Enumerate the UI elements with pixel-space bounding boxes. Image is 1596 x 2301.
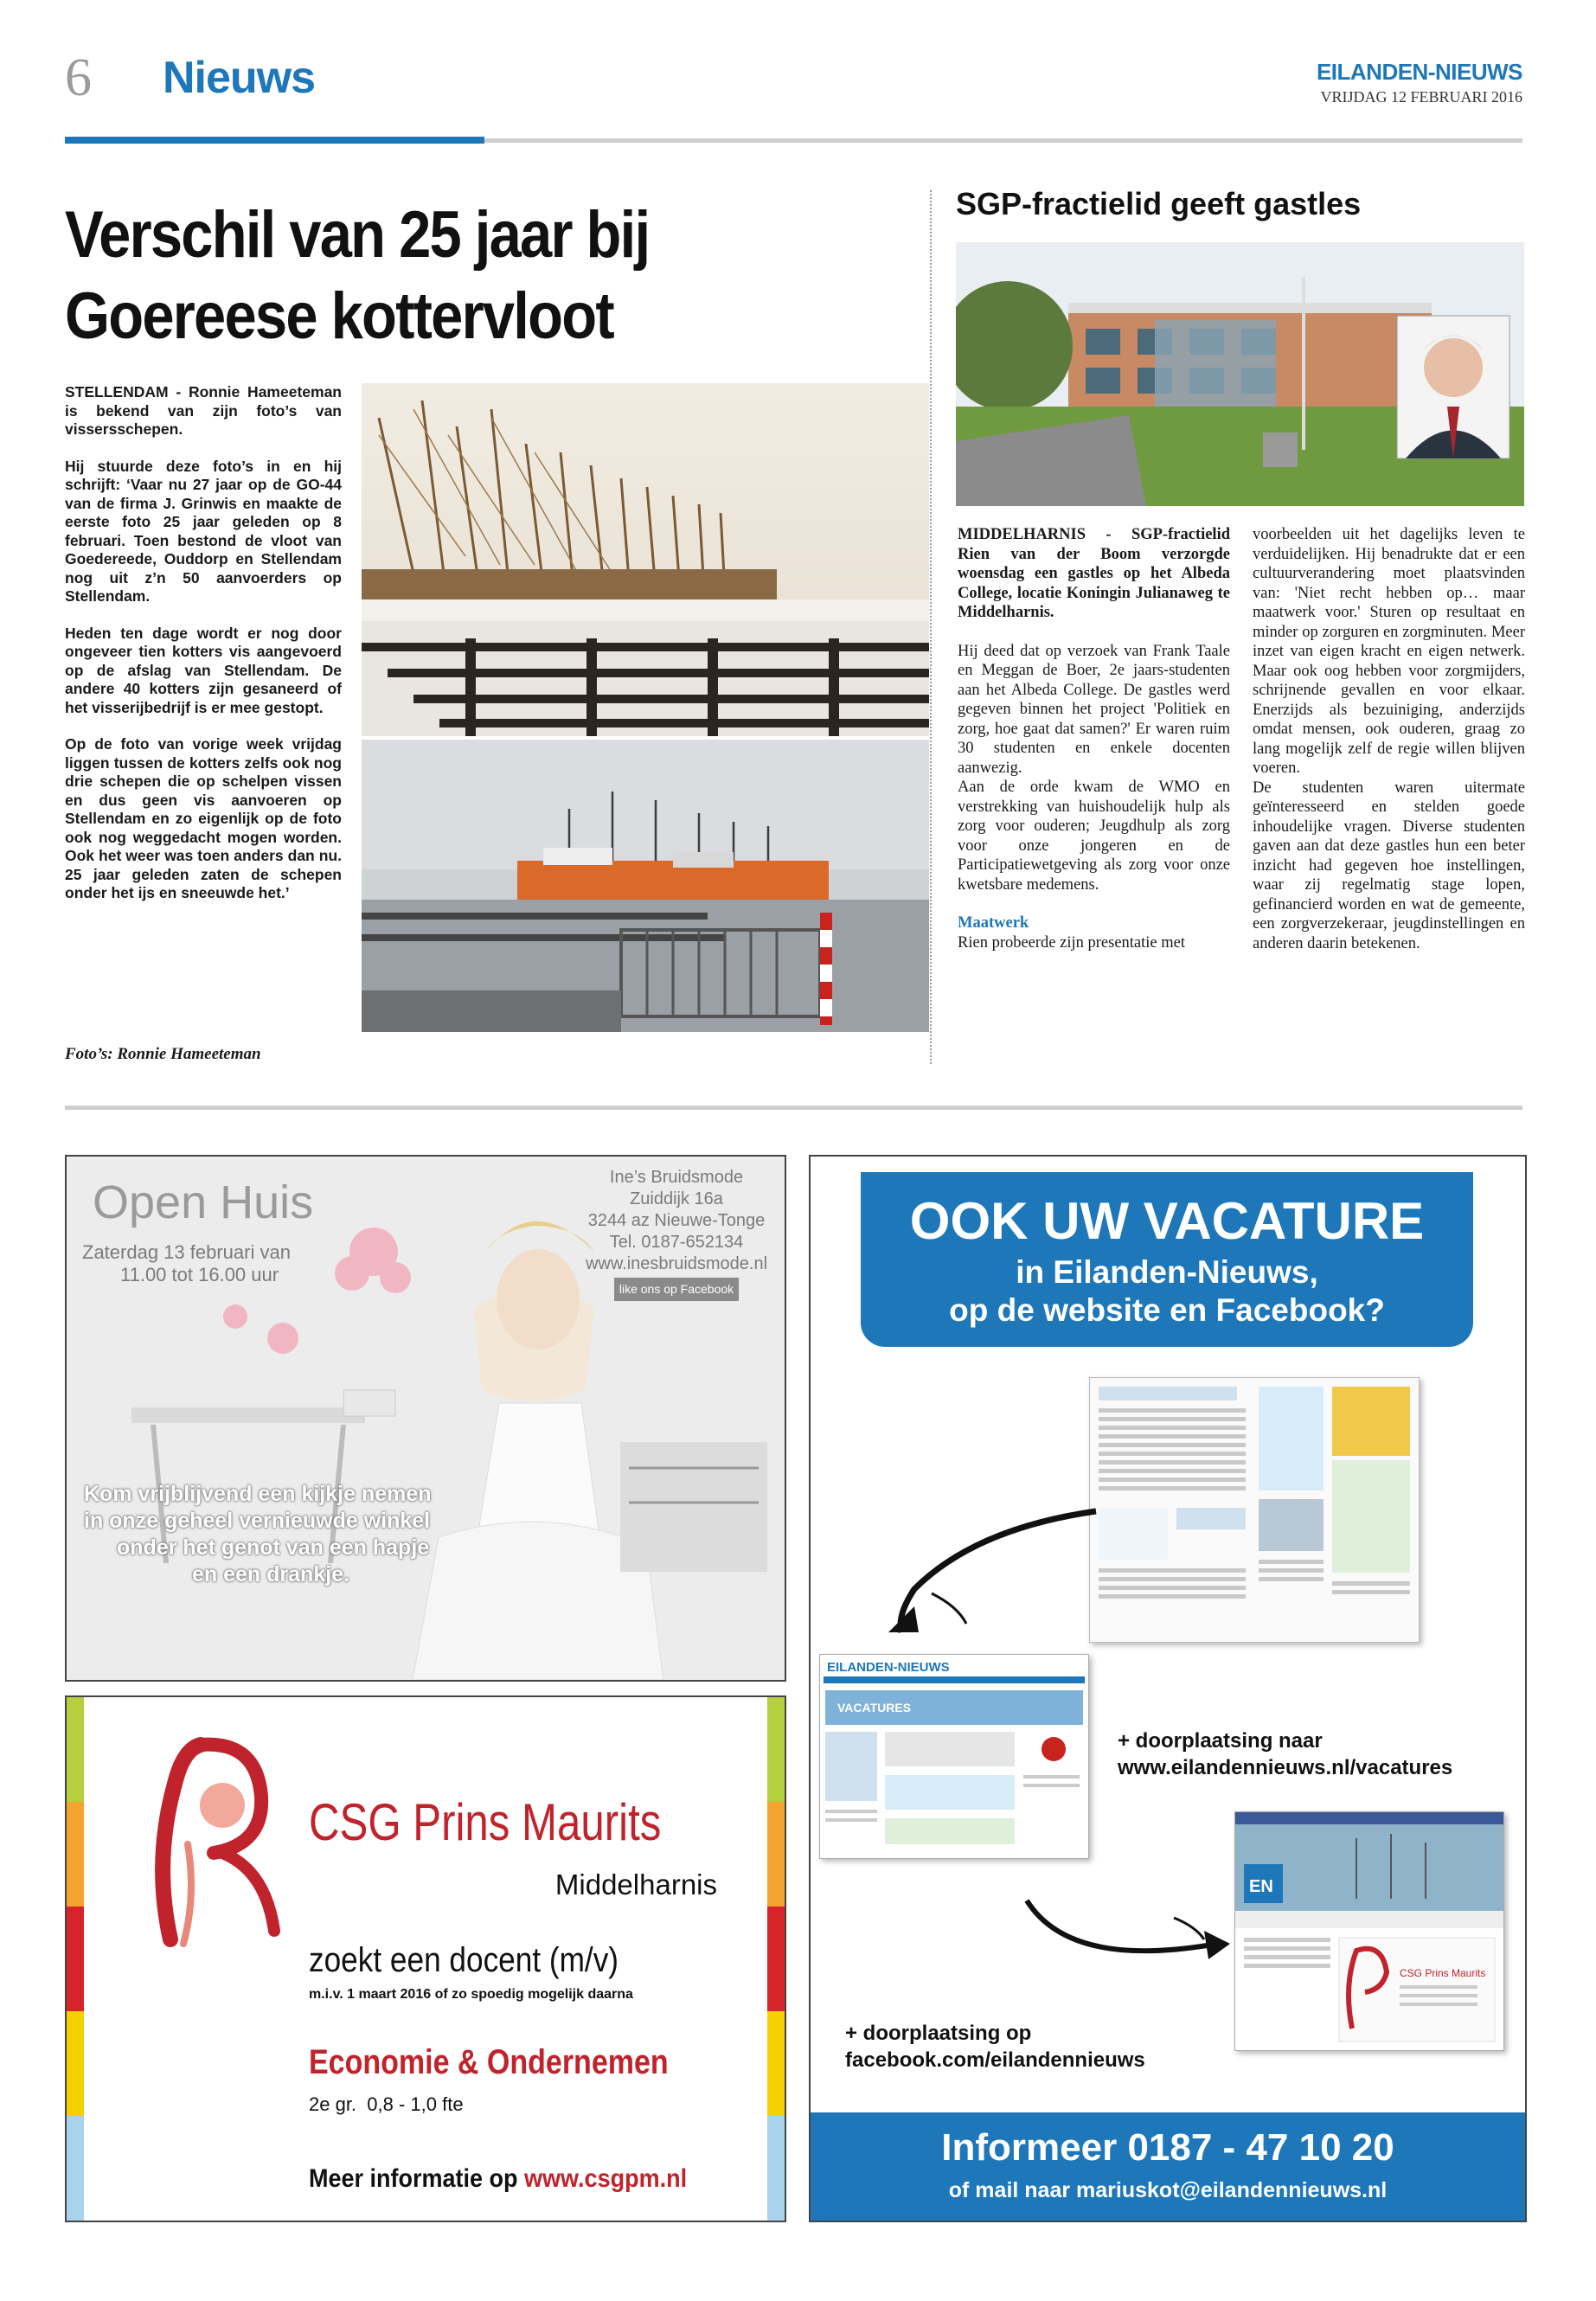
section-title: Nieuws [163, 53, 316, 103]
svg-text:EN: EN [1249, 1877, 1273, 1896]
article-body [65, 383, 342, 921]
contact-email[interactable]: of mail naar mariuskot@eilandennieuws.nl [948, 2178, 1388, 2202]
newspaper-mockup [1089, 1377, 1420, 1643]
shop-phone: Tel. 0187-652134 [609, 1233, 744, 1252]
shop-street: Zuiddijk 16a [630, 1189, 723, 1208]
stripe-segment [67, 1697, 84, 1802]
website-mockup [819, 1654, 1089, 1859]
shop-website[interactable]: www.inesbruidsmode.nl [585, 1254, 768, 1273]
school-website-link[interactable]: www.csgpm.nl [524, 2164, 688, 2193]
header-rule-accent [65, 137, 484, 144]
article-title: SGP-fractielid geeft gastles [956, 186, 1362, 221]
article-column [1253, 525, 1525, 953]
arrow-icon [880, 1503, 1105, 1641]
column-divider [930, 190, 932, 1064]
school-town: Middelharnis [554, 1868, 717, 1900]
headline-line: Goereese kottervloot [65, 279, 613, 353]
mock-banner: VACATURES [825, 1690, 1083, 1725]
school-name: CSG Prins Maurits [309, 1793, 662, 1851]
bridal-advertisement [65, 1155, 786, 1682]
vacature-sub: in Eilanden-Nieuws, [1016, 1254, 1318, 1290]
paragraph: De studenten waren uitermate geïnteresseerd en stelden goede inhoudelijke vragen. Diverse studenten gaven aan dat deze gastles hun een beter inzicht had gegeven hoe instellingen, waar zij regelmatig stage lopen, gefinancierd worden en wat de gemeente, een zorgverzekeraar, jeugdinstellingen en anderen daarin betekenen. [1253, 779, 1525, 952]
shop-address [581, 1167, 772, 1301]
subheading: Maatwerk [958, 914, 1029, 932]
mock-nav [824, 1676, 1085, 1683]
contact-phone[interactable]: Informeer 0187 - 47 10 20 [941, 2126, 1394, 2169]
color-stripe-right [767, 1697, 785, 2221]
csg-advertisement [65, 1695, 786, 2222]
website-link[interactable]: www.eilandennieuws.nl/vacatures [1118, 1756, 1453, 1779]
lead-paragraph: MIDDELHARNIS - SGP-fractielid Rien van der Boom verzorgde woensdag een gastles op het Albeda College, locatie Koningin Julianaweg te Middelharnis. [958, 526, 1230, 621]
stripe-segment [767, 2011, 785, 2116]
stripe-segment [767, 1802, 785, 1907]
vacancy-fte: 2e gr. 0,8 - 1,0 fte [309, 2093, 464, 2115]
article-headline [65, 195, 826, 357]
web-placement-text [1118, 1727, 1452, 1781]
more-info [309, 2164, 687, 2194]
open-house-title: Open Huis [93, 1176, 314, 1228]
facebook-link[interactable]: like ons op Facebook [614, 1278, 739, 1301]
web-placement-label: + doorplaatsing naar [1118, 1729, 1323, 1753]
stripe-segment [67, 2116, 84, 2221]
invitation-line: Kom vrijblijvend een kijkje nemen [84, 1482, 432, 1506]
masthead-logo: EILANDEN-NIEUWS [1316, 59, 1522, 85]
harbour-photo-2016 [362, 740, 929, 1032]
invitation-line: en een drankje. [192, 1562, 350, 1586]
svg-text:CSG Prins Maurits: CSG Prins Maurits [1400, 1967, 1486, 1979]
vacature-heading: OOK UW VACATURE [909, 1192, 1425, 1250]
vacancy-start: m.i.v. 1 maart 2016 of zo spoedig mogelijk daarna [309, 1987, 633, 2002]
stripe-segment [767, 1907, 785, 2011]
facebook-link[interactable]: facebook.com/eilandennieuws [845, 2048, 1145, 2072]
vacature-sub: op de website en Facebook? [949, 1292, 1385, 1328]
stripe-segment [67, 1907, 84, 2011]
paragraph: Aan de orde kwam de WMO en verstrekking van huishoudelijk hulp als zorg voor ouderen; Jeugdhulp als zorg voor onze jongeren en de Participatiewetgeving als zorg voor onze kwetsbare medemens. [958, 779, 1230, 894]
paragraph: Hij stuurde deze foto’s in en hij schrijft: ‘Vaar nu 27 jaar op de GO-44 van de firma J. Grinwis en maakte de eerste foto 25 jaar geleden op 8 februari. Toen bestond de vloot van Goedereede, Ouddorp en Stellendam nog uit z’n 50 aanvoerders op Stellendam. [65, 457, 342, 605]
section-rule [65, 1106, 1522, 1110]
albeda-college-photo [956, 242, 1524, 506]
more-info-label: Meer informatie op [309, 2164, 525, 2193]
paragraph: STELLENDAM - Ronnie Hameeteman is bekend van zijn foto’s van vissersschepen. [65, 383, 342, 438]
stripe-segment [767, 1697, 785, 1802]
vacancy-subject: Economie & Ondernemen [309, 2043, 669, 2081]
mock-site-brand: EILANDEN-NIEUWS [827, 1660, 950, 1675]
arrow-icon [1018, 1892, 1234, 1996]
csg-logo [136, 1723, 292, 1957]
photo-credit: Foto’s: Ronnie Hameeteman [65, 1045, 261, 1063]
invitation-line: onder het genot van een hapje [117, 1535, 430, 1560]
open-house-time: 11.00 tot 16.00 uur [120, 1264, 279, 1285]
harbour-photo-1991 [362, 383, 929, 736]
facebook-placement-label: + doorplaatsing op [845, 2022, 1032, 2045]
paragraph: Heden ten dage wordt er nog door ongeveer tien kotters vis aangevoerd op de afslag van Stellendam. De andere 40 kotters zijn gesaneerd of het visserijbedrijf is er mee gestopt. [65, 624, 342, 716]
open-house-date: Zaterdag 13 februari van [82, 1241, 291, 1263]
headline-line: Verschil van 25 jaar bij [65, 198, 650, 272]
article-column [958, 525, 1230, 952]
header-rule [484, 138, 1522, 143]
facebook-mockup [1234, 1811, 1504, 2051]
stripe-segment [67, 2011, 84, 2116]
vacancy-title: zoekt een docent (m/v) [309, 1941, 619, 1979]
page-number: 6 [65, 48, 92, 107]
paragraph: Hij deed dat op verzoek van Frank Taale en Meggan de Boer, 2e jaars-studenten aan het Albeda College. De gastles werd gegeven binnen het project 'Politiek en zorg, hoe gaat dat samen?' Er waren ruim 30 studenten en enkele docenten aanwezig. [958, 642, 1230, 777]
invitation-text [84, 1481, 465, 1588]
color-stripe-left [67, 1697, 84, 2221]
shop-city: 3244 az Nieuwe-Tonge [587, 1211, 766, 1230]
paragraph: Rien probeerde zijn presentatie met [958, 933, 1186, 952]
vacature-advertisement [809, 1155, 1527, 2222]
contact-panel [811, 2112, 1525, 2221]
paragraph: Op de foto van vorige week vrijdag liggen tussen de kotters zelfs ook nog drie schepen die op schelpen vissen en dus geen vis aanvoeren op Stellendam en zo eigenlijk op de foto ook nog weggedacht mogen worden. Ook het weer was toen anders dan nu. 25 jaar geleden zaten de schepen onder het ijs en sneeuwde het.’ [65, 735, 342, 901]
shop-name: Ine’s Bruidsmode [609, 1168, 744, 1187]
stripe-segment [767, 2116, 785, 2221]
stripe-segment [67, 1802, 84, 1907]
facebook-placement-text [845, 2020, 1145, 2073]
paragraph: voorbeelden uit het dagelijks leven te verduidelijken. Hij benadrukte dat er een cultuurverandering moet plaatsvinden van: 'Niet recht hebben op… maar maatwerk voor.' Sturen op resultaat en minder op zorguren en zorgminuten. Meer inzet van eigen kracht en eigen netwerk. Maar ook oog hebben voor zorgmijders, schrijnende gevallen en voor elkaar. Enerzijds als bezuiniging, anderzijds omdat mensen, ook ouderen, graag zo lang mogelijk zelf de regie willen blijven voeren. [1253, 526, 1525, 777]
vacature-header [861, 1172, 1473, 1347]
issue-date: VRIJDAG 12 FEBRUARI 2016 [1320, 88, 1522, 106]
invitation-line: in onze geheel vernieuwde winkel [84, 1509, 431, 1533]
